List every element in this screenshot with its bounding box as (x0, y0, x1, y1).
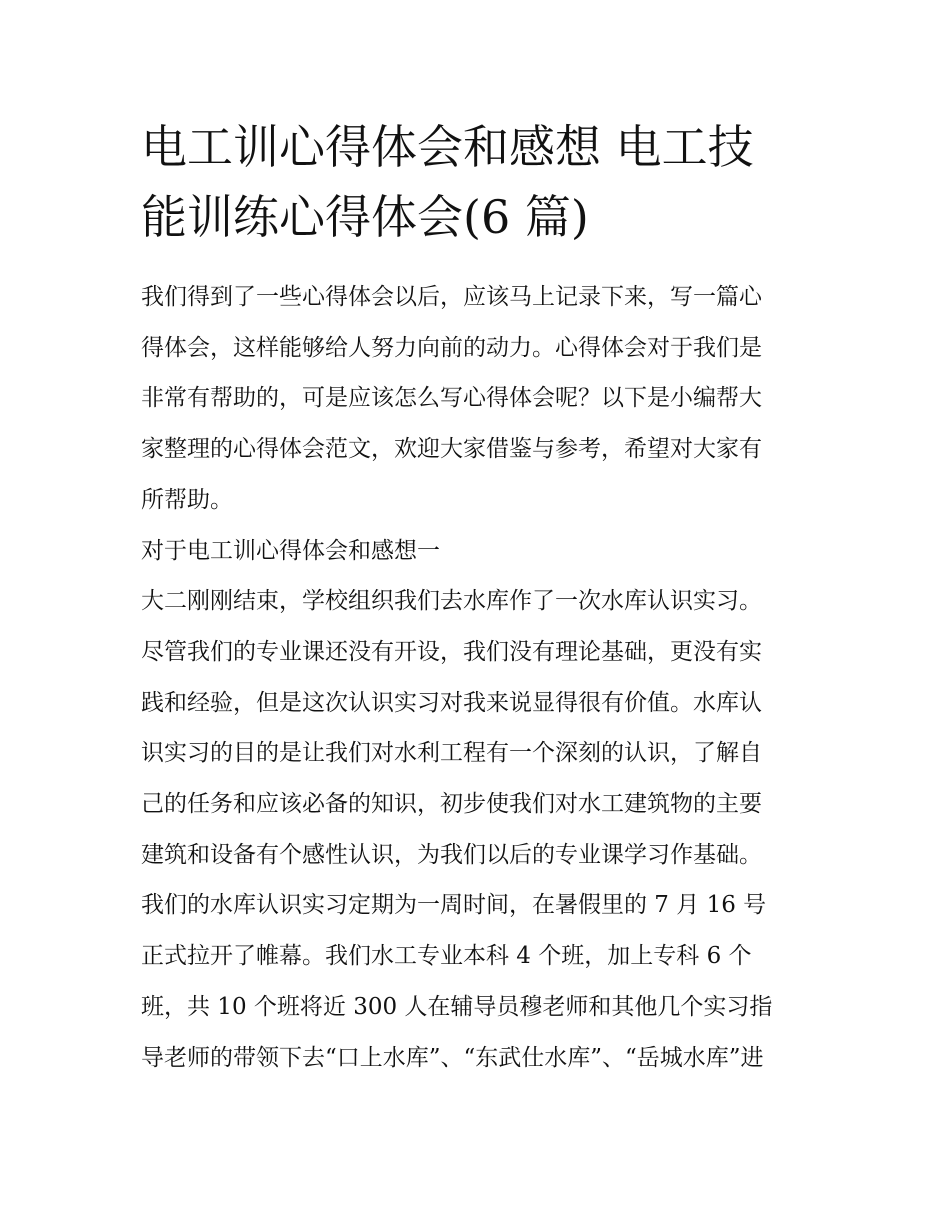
body-line: 班，共 10 个班将近 300 人在辅导员穆老师和其他几个实习指 (141, 993, 773, 1020)
intro-line: 我们得到了一些心得体会以后，应该马上记录下来，写一篇心 (141, 284, 762, 310)
intro-paragraph (141, 272, 813, 526)
body-line: 大二刚刚结束，学校组织我们去水库作了一次水库认识实习。 (141, 588, 762, 615)
section-heading-text: 对于电工训心得体会和感想一 (141, 537, 440, 564)
body-line: 建筑和设备有个感性认识，为我们以后的专业课学习作基础。 (141, 841, 762, 868)
title-line: 电工训心得体会和感想 电工技 (141, 120, 754, 174)
intro-line: 家整理的心得体会范文，欢迎大家借鉴与参考，希望对大家有 (141, 436, 762, 463)
body-line: 识实习的目的是让我们对水利工程有一个深刻的认识，了解自 (141, 740, 762, 767)
body-line: 导老师的带领下去“口上水库”、“东武仕水库”、“岳城水库”进 (141, 1044, 764, 1071)
title-line: 能训练心得体会(6 篇) (141, 190, 589, 244)
document-page (141, 112, 813, 1083)
intro-line: 非常有帮助的，可是应该怎么写心得体会呢？以下是小编帮大 (141, 385, 762, 412)
section-heading (141, 526, 813, 577)
body-line: 尽管我们的专业课还没有开设，我们没有理论基础，更没有实 (141, 638, 762, 665)
body-paragraph (141, 576, 813, 1083)
body-line: 正式拉开了帷幕。我们水工专业本科 4 个班，加上专科 6 个 (141, 943, 752, 970)
intro-line: 所帮助。 (141, 486, 233, 513)
body-line: 己的任务和应该必备的知识，初步使我们对水工建筑物的主要 (141, 791, 762, 818)
body-line: 我们的水库认识实习定期为一周时间，在暑假里的 7 月 16 号 (141, 892, 767, 919)
document-title (141, 112, 813, 252)
body-line: 践和经验，但是这次认识实习对我来说显得很有价值。水库认 (141, 689, 762, 716)
intro-line: 得体会，这样能够给人努力向前的动力。心得体会对于我们是 (141, 334, 762, 361)
